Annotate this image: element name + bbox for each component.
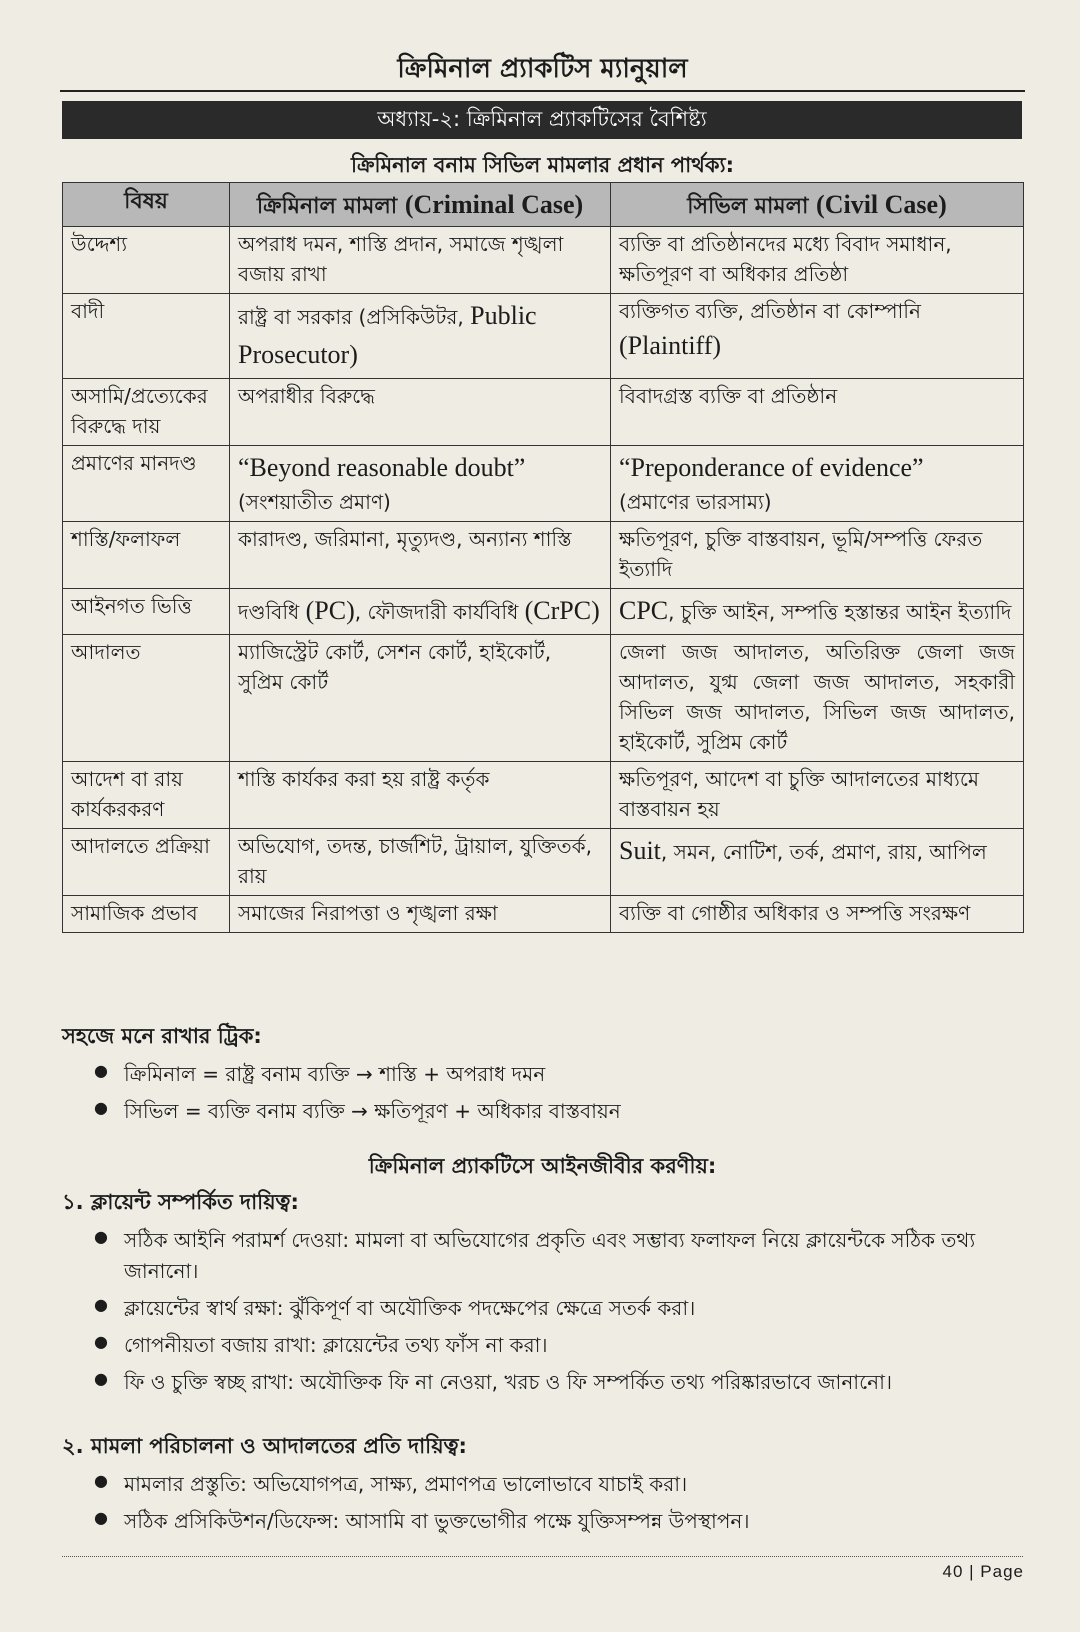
- cell-criminal: অভিযোগ, তদন্ত, চার্জশিট, ট্রায়াল, যুক্তিতর্ক, রায়: [230, 829, 611, 896]
- table-row: [63, 829, 1024, 896]
- tricks-section: [62, 1020, 1022, 1133]
- chapter-title-bar: [62, 101, 1022, 139]
- cell-civil: ক্ষতিপূরণ, আদেশ বা চুক্তি আদালতের মাধ্যমে বাস্তবায়ন হয়: [611, 762, 1024, 829]
- cell-civil: ব্যক্তি বা প্রতিষ্ঠানদের মধ্যে বিবাদ সমাধান, ক্ষতিপূরণ বা অধিকার প্রতিষ্ঠা: [611, 227, 1024, 294]
- header-subject: বিষয়: [63, 183, 230, 227]
- table-row: [63, 762, 1024, 829]
- cell-civil: “Preponderance of evidence” (প্রমাণের ভারসাম্য): [611, 446, 1024, 522]
- header-criminal: ক্রিমিনাল মামলা (Criminal Case): [230, 183, 611, 227]
- table-row: [63, 379, 1024, 446]
- table-header-row: [63, 183, 1024, 227]
- cell-civil: বিবাদগ্রস্ত ব্যক্তি বা প্রতিষ্ঠান: [611, 379, 1024, 446]
- cell-subject: আদালত: [63, 635, 230, 762]
- page-number: 40: [942, 1562, 964, 1581]
- tricks-list: [62, 1059, 1022, 1127]
- cell-criminal: রাষ্ট্র বা সরকার (প্রসিকিউটর, Public Prosecutor): [230, 294, 611, 379]
- cell-subject: বাদী: [63, 294, 230, 379]
- running-title: ক্রিমিনাল প্র্যাকটিস ম্যানুয়াল: [397, 54, 688, 84]
- table-row: [63, 589, 1024, 635]
- case-duties-title: ২. মামলা পরিচালনা ও আদালতের প্রতি দায়িত্ব:: [62, 1434, 467, 1458]
- cell-criminal: অপরাধ দমন, শাস্তি প্রদান, সমাজে শৃঙ্খলা বজায় রাখা: [230, 227, 611, 294]
- cell-civil: Suit, সমন, নোটিশ, তর্ক, প্রমাণ, রায়, আপিল: [611, 829, 1024, 896]
- page-footer: [943, 1562, 1025, 1582]
- list-item: ● ক্লায়েন্টের স্বার্থ রক্ষা: ঝুঁকিপূর্ণ বা অযৌক্তিক পদক্ষেপের ক্ষেত্রে সতর্ক করা।: [124, 1293, 1022, 1324]
- cell-subject: শাস্তি/ফলাফল: [63, 522, 230, 589]
- table-row: [63, 227, 1024, 294]
- cell-criminal: কারাদণ্ড, জরিমানা, মৃত্যুদণ্ড, অন্যান্য শাস্তি: [230, 522, 611, 589]
- list-item: ● সঠিক আইনি পরামর্শ দেওয়া: মামলা বা অভিযোগের প্রকৃতি এবং সম্ভাব্য ফলাফল নিয়ে ক্লায়েন্টকে সঠিক তথ্য জানানো।: [124, 1225, 1022, 1287]
- footer-rule: [62, 1556, 1023, 1557]
- tricks-title: সহজে মনে রাখার ট্রিক:: [62, 1024, 262, 1048]
- chapter-title: অধ্যায়-২: ক্রিমিনাল প্র্যাকটিসের বৈশিষ্ট্য: [377, 106, 707, 131]
- table-row: [63, 896, 1024, 933]
- case-duties-list: [62, 1469, 1022, 1537]
- cell-civil: ক্ষতিপূরণ, চুক্তি বাস্তবায়ন, ভূমি/সম্পত্তি ফেরত ইত্যাদি: [611, 522, 1024, 589]
- page-label: Page: [980, 1562, 1024, 1581]
- title-rule: [60, 90, 1025, 92]
- comparison-table: [62, 182, 1024, 933]
- table-row: [63, 294, 1024, 379]
- cell-subject: সামাজিক প্রভাব: [63, 896, 230, 933]
- cell-subject: উদ্দেশ্য: [63, 227, 230, 294]
- table-row: [63, 522, 1024, 589]
- cell-criminal: ম্যাজিস্ট্রেট কোর্ট, সেশন কোর্ট, হাইকোর্ট, সুপ্রিম কোর্ট: [230, 635, 611, 762]
- cell-civil: CPC, চুক্তি আইন, সম্পত্তি হস্তান্তর আইন ইত্যাদি: [611, 589, 1024, 635]
- client-duties-list: [62, 1225, 1022, 1398]
- cell-criminal: “Beyond reasonable doubt” (সংশয়াতীত প্রমাণ): [230, 446, 611, 522]
- cell-subject: আদালতে প্রক্রিয়া: [63, 829, 230, 896]
- cell-subject: আদেশ বা রায় কার্যকরকরণ: [63, 762, 230, 829]
- cell-subject: আইনগত ভিত্তি: [63, 589, 230, 635]
- header-civil: সিভিল মামলা (Civil Case): [611, 183, 1024, 227]
- list-item: ● সঠিক প্রসিকিউশন/ডিফেন্স: আসামি বা ভুক্তভোগীর পক্ষে যুক্তিসম্পন্ন উপস্থাপন।: [124, 1506, 1022, 1537]
- footer-separator: |: [963, 1562, 981, 1581]
- cell-civil: জেলা জজ আদালত, অতিরিক্ত জেলা জজ আদালত, যুগ্ম জেলা জজ আদালত, সহকারী সিভিল জজ আদালত, সিভিল জজ আদালত, হাইকোর্ট, সুপ্রিম কোর্ট: [611, 635, 1024, 762]
- client-duties-section: [62, 1186, 1022, 1404]
- cell-subject: অসামি/প্রত্যেকের বিরুদ্ধে দায়: [63, 379, 230, 446]
- duties-heading: ক্রিমিনাল প্র্যাকটিসে আইনজীবীর করণীয়:: [368, 1154, 717, 1178]
- list-item: ● ক্রিমিনাল = রাষ্ট্র বনাম ব্যক্তি → শাস্তি + অপরাধ দমন: [124, 1059, 1022, 1090]
- cell-criminal: শাস্তি কার্যকর করা হয় রাষ্ট্র কর্তৃক: [230, 762, 611, 829]
- case-duties-section: [62, 1430, 1022, 1543]
- list-item: ● মামলার প্রস্তুতি: অভিযোগপত্র, সাক্ষ্য, প্রমাণপত্র ভালোভাবে যাচাই করা।: [124, 1469, 1022, 1500]
- table-caption: ক্রিমিনাল বনাম সিভিল মামলার প্রধান পার্থক্য:: [350, 153, 735, 177]
- table-row: [63, 446, 1024, 522]
- cell-criminal: সমাজের নিরাপত্তা ও শৃঙ্খলা রক্ষা: [230, 896, 611, 933]
- client-duties-title: ১. ক্লায়েন্ট সম্পর্কিত দায়িত্ব:: [62, 1190, 299, 1214]
- cell-civil: ব্যক্তি বা গোষ্ঠীর অধিকার ও সম্পত্তি সংরক্ষণ: [611, 896, 1024, 933]
- list-item: ● ফি ও চুক্তি স্বচ্ছ রাখা: অযৌক্তিক ফি না নেওয়া, খরচ ও ফি সম্পর্কিত তথ্য পরিষ্কারভাবে জানানো।: [124, 1367, 1022, 1398]
- table-row: [63, 635, 1024, 762]
- list-item: ● সিভিল = ব্যক্তি বনাম ব্যক্তি → ক্ষতিপূরণ + অধিকার বাস্তবায়ন: [124, 1096, 1022, 1127]
- cell-criminal: অপরাধীর বিরুদ্ধে: [230, 379, 611, 446]
- cell-criminal: দণ্ডবিধি (PC), ফৌজদারী কার্যবিধি (CrPC): [230, 589, 611, 635]
- cell-civil: ব্যক্তিগত ব্যক্তি, প্রতিষ্ঠান বা কোম্পানি (Plaintiff): [611, 294, 1024, 379]
- cell-subject: প্রমাণের মানদণ্ড: [63, 446, 230, 522]
- list-item: ● গোপনীয়তা বজায় রাখা: ক্লায়েন্টের তথ্য ফাঁস না করা।: [124, 1330, 1022, 1361]
